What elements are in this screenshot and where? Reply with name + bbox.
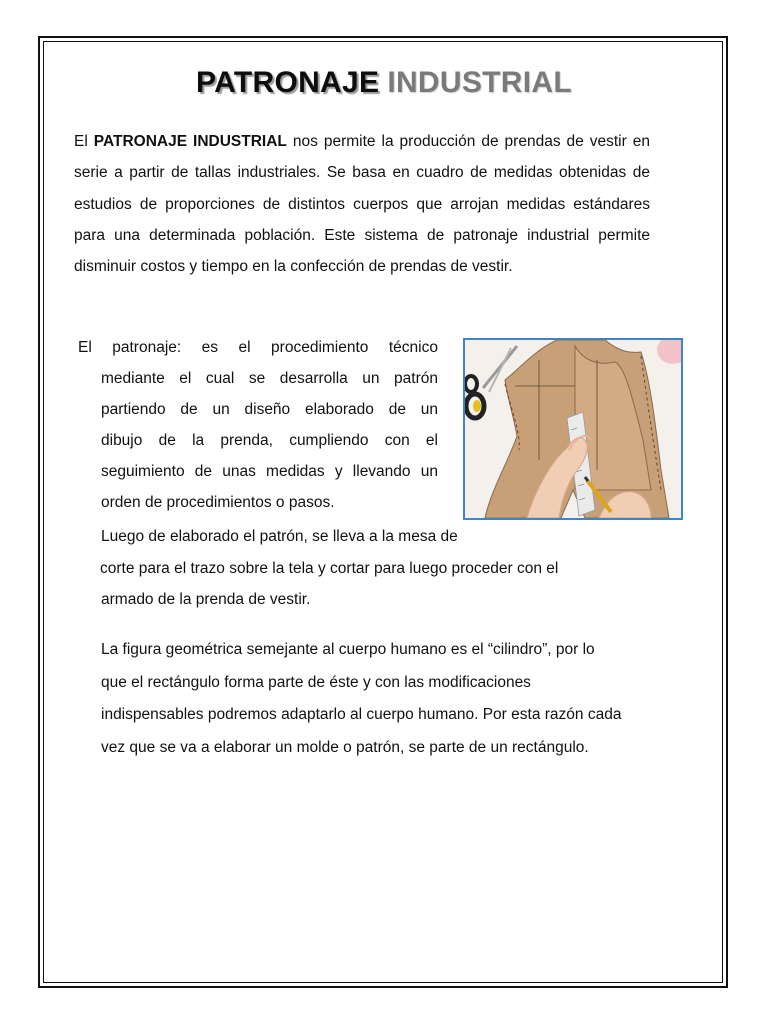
geometry-line: vez que se va a elaborar un molde o patrón, se parte de un rectángulo. bbox=[101, 738, 589, 756]
intro-bold-term: PATRONAJE INDUSTRIAL bbox=[93, 133, 287, 150]
intro-prefix: El bbox=[74, 133, 88, 150]
definition-line: mediante el cual se desarrolla un patrón bbox=[101, 370, 438, 387]
title-part-industrial: INDUSTRIAL bbox=[387, 66, 572, 99]
geometry-line: La figura geométrica semejante al cuerpo humano es el “cilindro”, por lo bbox=[101, 641, 595, 658]
after-pattern-line: armado de la prenda de vestir. bbox=[101, 591, 311, 608]
geometry-line: que el rectángulo forma parte de éste y con las modificaciones bbox=[101, 673, 531, 691]
definition-line: partiendo de un diseño elaborado de un bbox=[101, 401, 438, 418]
definition-line: dibujo de la prenda, cumpliendo con el bbox=[101, 432, 438, 449]
pattern-cutting-photo bbox=[463, 338, 683, 520]
definition-line: orden de procedimientos o pasos. bbox=[101, 494, 335, 511]
definition-line: seguimiento de unas medidas y llevando un bbox=[101, 463, 438, 480]
geometry-paragraph bbox=[101, 634, 646, 764]
title-part-patronaje: PATRONAJE bbox=[196, 66, 380, 99]
after-pattern-line: corte para el trazo sobre la tela y cortar para luego proceder con el bbox=[100, 559, 559, 577]
after-pattern-line: Luego de elaborado el patrón, se lleva a la mesa de bbox=[101, 528, 458, 545]
intro-text: nos permite la producción de prendas de vestir en serie a partir de tallas industriales. Se basa en cuadro de medidas obtenidas de estudios de proporciones de distintos cuerpos que arrojan medidas estándares para una determinada población. Este sistema de patronaje industrial permite disminuir costos y tiempo en la confección de prendas de vestir. bbox=[74, 133, 650, 276]
intro-paragraph bbox=[74, 126, 650, 282]
page-title bbox=[0, 66, 768, 100]
definition-line: El patronaje: es el procedimiento técnico bbox=[78, 339, 438, 356]
definition-paragraph bbox=[78, 332, 438, 518]
after-pattern-paragraph bbox=[101, 521, 641, 616]
geometry-line: indispensables podremos adaptarlo al cuerpo humano. Por esta razón cada bbox=[101, 706, 622, 723]
